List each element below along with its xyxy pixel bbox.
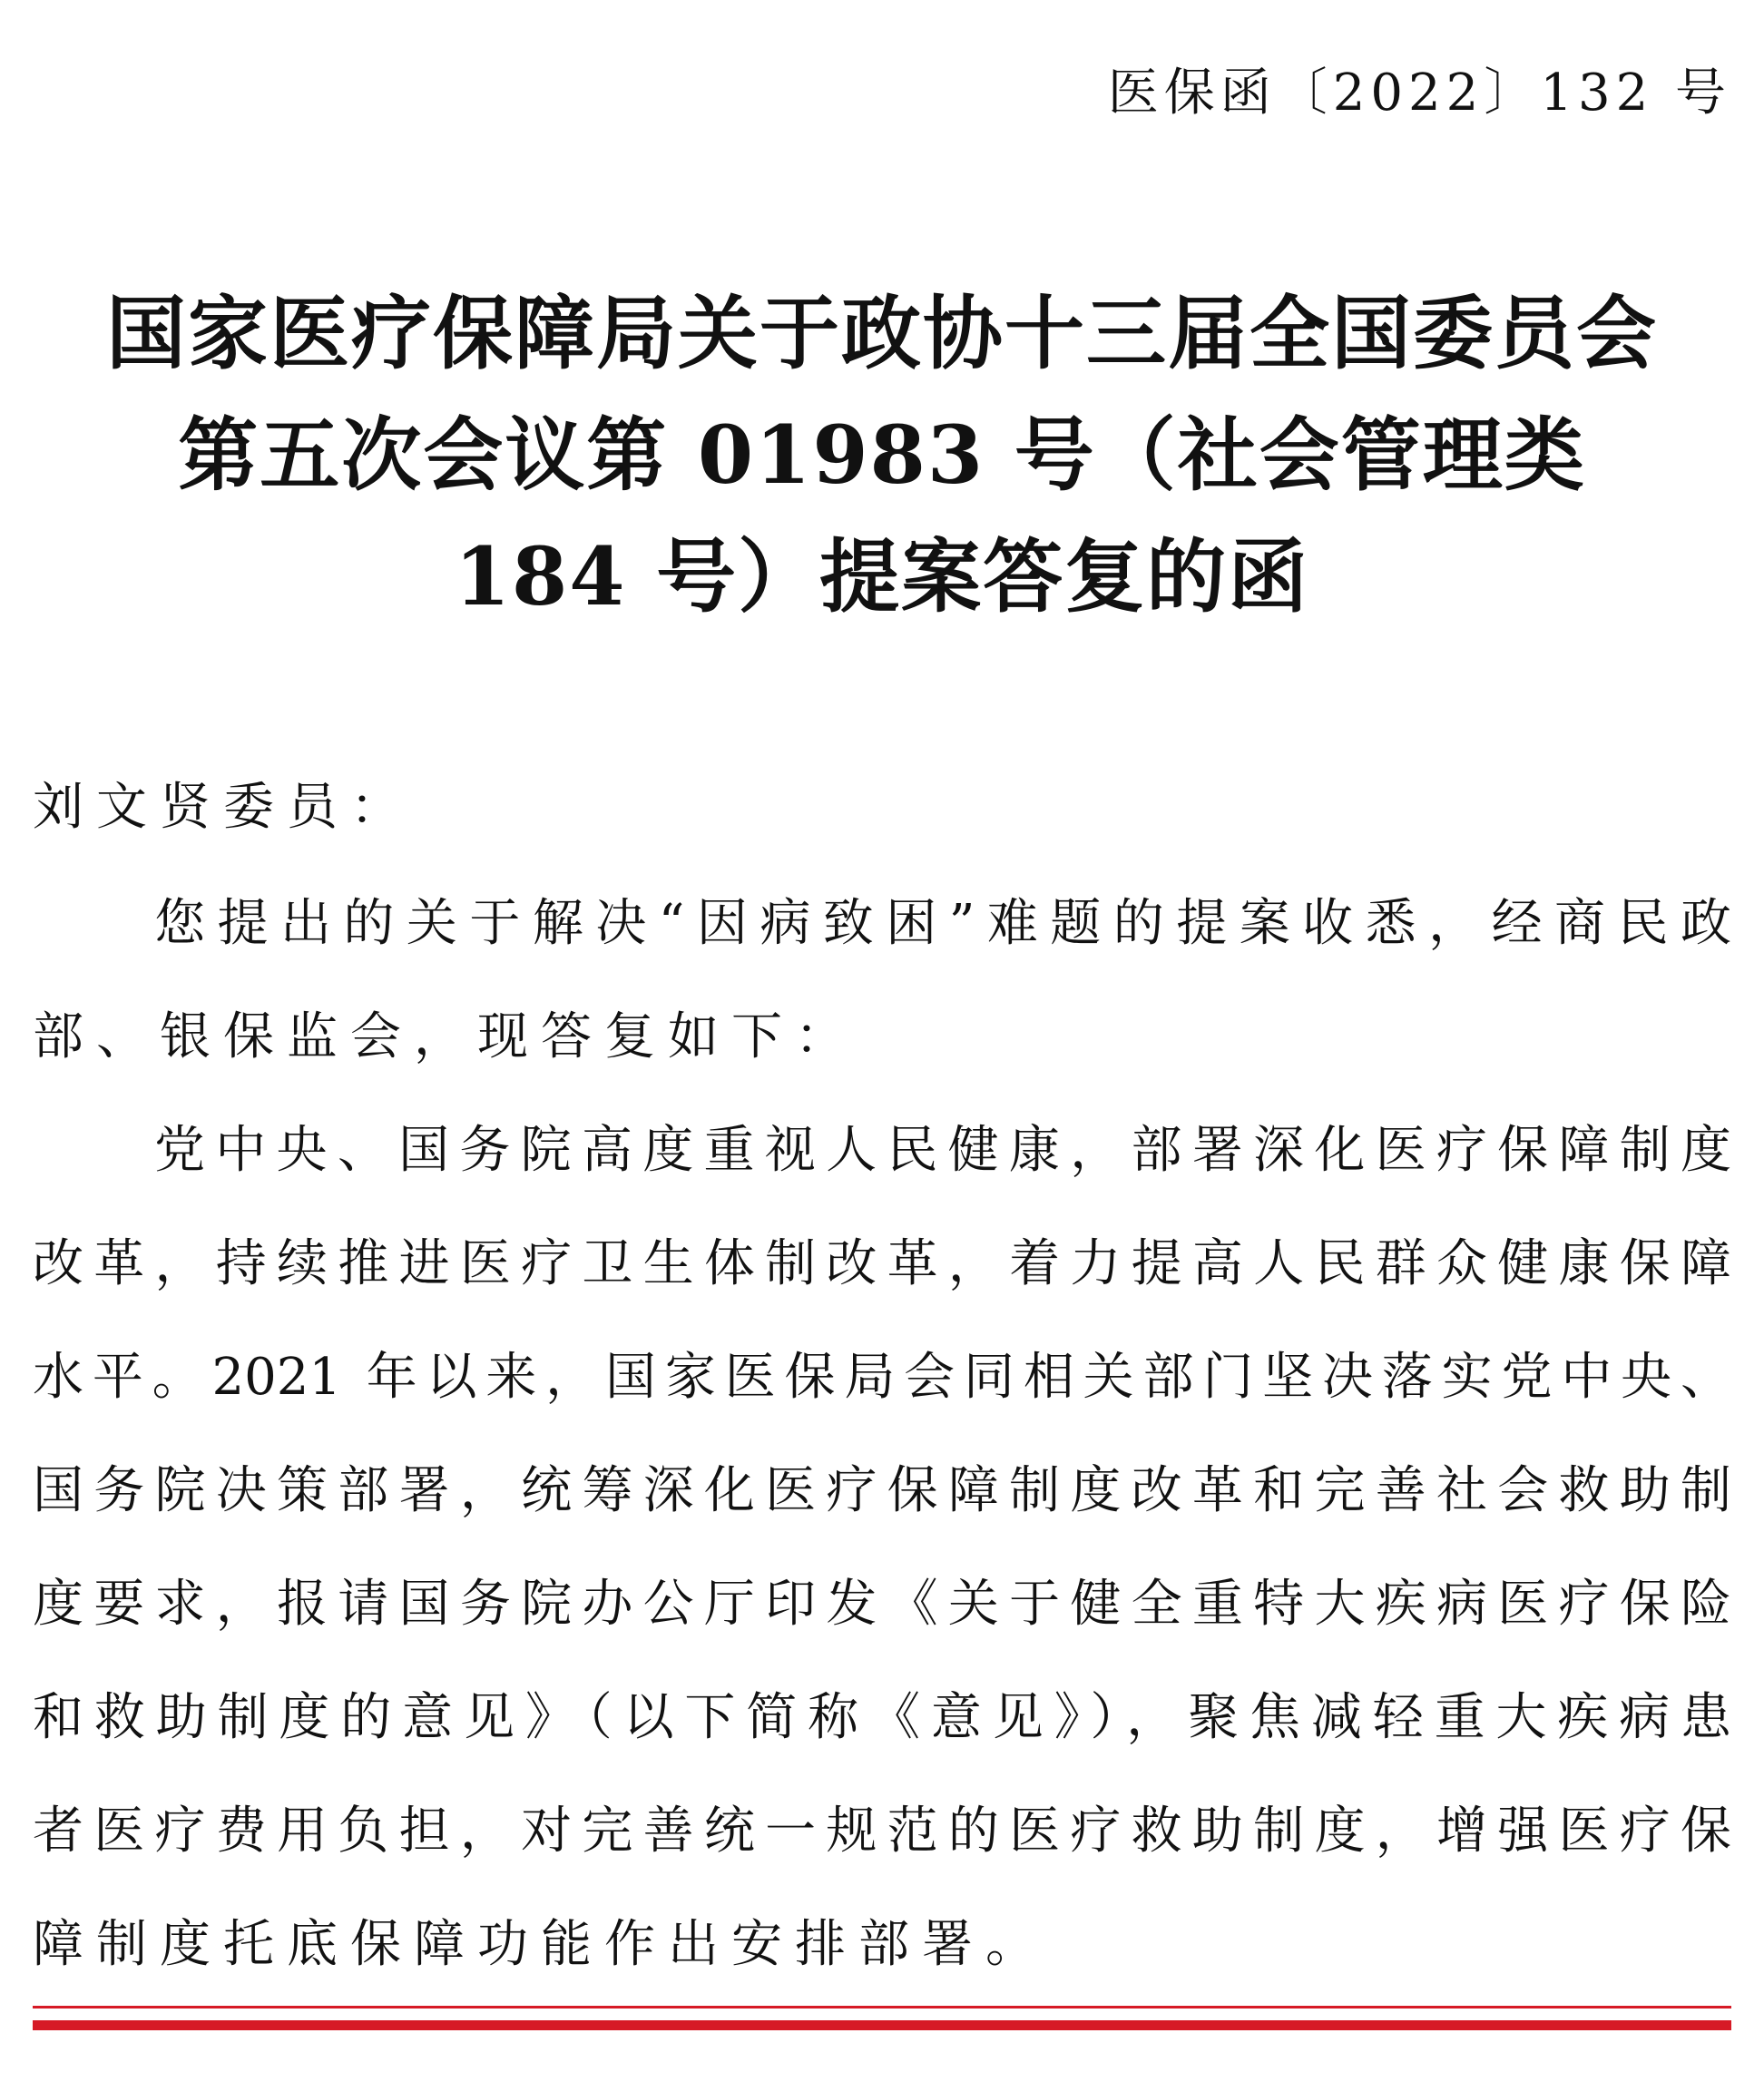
paragraph-line: 和救助制度的意见》（以下简称《意见》），聚焦减轻重大疾病患 [33, 1688, 1731, 1747]
paragraph-line: 度要求，报请国务院办公厅印发《关于健全重特大疾病医疗保险 [33, 1575, 1731, 1634]
salutation: 刘文贤委员： [33, 778, 414, 837]
paragraph-body [33, 1094, 1731, 2001]
paragraph-line: 您提出的关于解决“因病致困”难题的提案收悉，经商民政 [154, 894, 1731, 953]
document-title [0, 272, 1764, 637]
paragraph-line: 改革，持续推进医疗卫生体制改革，着力提高人民群众健康保障 [33, 1234, 1731, 1293]
paragraph-line: 党中央、国务院高度重视人民健康，部署深化医疗保障制度 [154, 1121, 1731, 1180]
paragraph-line: 水平。2021 年以来，国家医保局会同相关部门坚决落实党中央、 [33, 1348, 1731, 1407]
paragraph-intro [33, 867, 1731, 1094]
document-number: 医保函〔2022〕132 号 [1107, 64, 1731, 123]
title-line-3: 184 号）提案答复的函 [454, 529, 1310, 624]
title-line-1: 国家医疗保障局关于政协十三届全国委员会 [105, 286, 1658, 380]
footer-rule-thick [33, 2020, 1731, 2030]
paragraph-line: 障制度托底保障功能作出安排部署。 [33, 1915, 1049, 1974]
paragraph-line: 者医疗费用负担，对完善统一规范的医疗救助制度，增强医疗保 [33, 1802, 1731, 1861]
paragraph-line: 部、银保监会，现答复如下： [33, 1007, 858, 1066]
title-line-2: 第五次会议第 01983 号（社会管理类 [178, 408, 1586, 502]
footer-rule-thin [33, 2006, 1731, 2009]
paragraph-line: 国务院决策部署，统筹深化医疗保障制度改革和完善社会救助制 [33, 1461, 1731, 1520]
